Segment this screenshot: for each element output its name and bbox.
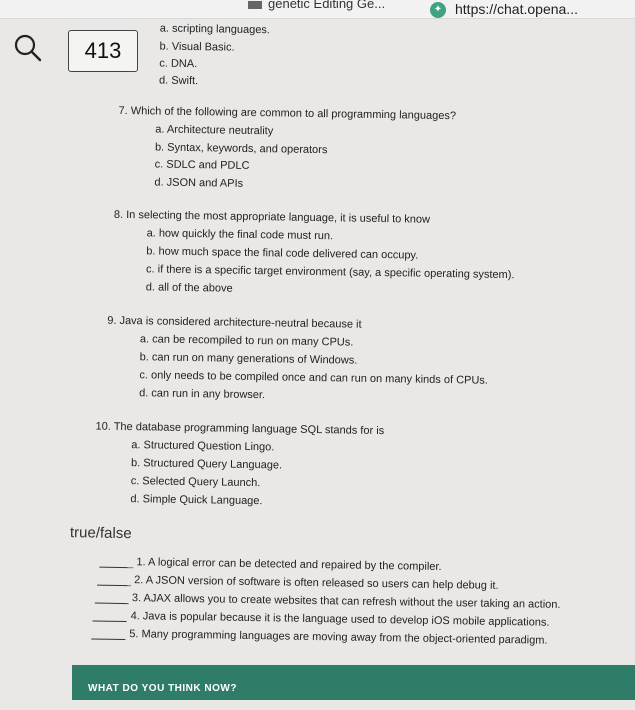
q8-option-a: a. how quickly the final code must run.	[146, 227, 334, 243]
q10-title: 10. The database programming language SQL stands for is	[95, 420, 385, 438]
browser-tab-bar	[0, 0, 635, 19]
q6-option-b: b. Visual Basic.	[159, 40, 235, 54]
q9-option-d: d. can run in any browser.	[139, 387, 266, 402]
tf-statement-5: 5. Many programming languages are moving away from the object-oriented paradigm.	[129, 628, 548, 647]
q10-option-b: b. Structured Query Language.	[130, 457, 283, 472]
q6-option-d: d. Swift.	[158, 74, 199, 88]
tab-genetic-editing[interactable]	[248, 0, 385, 11]
chatgpt-favicon-icon: ✦	[430, 2, 446, 18]
q9-option-b: b. can run on many generations of Windows.	[139, 351, 358, 367]
q9-option-a: a. can be recompiled to run on many CPUs.	[139, 333, 354, 349]
tf-statement-4: 4. Java is popular because it is the language used to develop iOS mobile applications.	[130, 610, 550, 629]
tf-statement-1: 1. A logical error can be detected and repaired by the compiler.	[136, 556, 442, 574]
q8-option-c: c. if there is a specific target environment (say, a specific operating system).	[145, 263, 515, 282]
q7-option-a: a. Architecture neutrality	[155, 123, 274, 138]
q7-option-b: b. Syntax, keywords, and operators	[154, 141, 328, 157]
tab-url[interactable]: https://chat.opena...	[455, 1, 578, 17]
page-number-box[interactable]: 413	[68, 30, 138, 72]
true-false-heading: true/false	[69, 524, 132, 543]
tf-answer-blank-3	[95, 603, 129, 605]
tf-answer-blank-1	[99, 567, 133, 569]
q10-option-a: a. Structured Question Lingo.	[131, 439, 275, 454]
q7-option-d: d. JSON and APIs	[154, 176, 244, 190]
search-icon[interactable]	[14, 34, 42, 62]
tf-answer-blank-2	[97, 585, 131, 587]
q8-option-b: b. how much space the final code delivered can occupy.	[146, 245, 419, 262]
tf-answer-blank-5	[91, 639, 125, 641]
q10-option-c: c. Selected Query Launch.	[130, 475, 261, 490]
q6-option-a: a. scripting languages.	[159, 22, 271, 37]
q7-title: 7. Which of the following are common to all programming languages?	[118, 104, 457, 123]
q10-option-d: d. Simple Quick Language.	[130, 493, 263, 508]
q9-option-c: c. only needs to be compiled once and can run on many kinds of CPUs.	[139, 369, 488, 387]
tab-title: genetic Editing Ge...	[268, 0, 386, 11]
q9-title: 9. Java is considered architecture-neutral because it	[107, 314, 362, 331]
q8-title: 8. In selecting the most appropriate language, it is useful to know	[113, 208, 431, 226]
tf-statement-3: 3. AJAX allows you to create websites that can refresh without the user taking an action.	[131, 592, 561, 611]
footer-banner	[72, 665, 635, 700]
tf-statement-2: 2. A JSON version of software is often released so users can help debug it.	[134, 574, 499, 592]
tab-favicon-icon	[248, 1, 262, 9]
q6-option-c: c. DNA.	[159, 57, 198, 71]
footer-label: WHAT DO YOU THINK NOW?	[88, 683, 237, 694]
worksheet-page	[0, 18, 635, 710]
q7-option-c: c. SDLC and PDLC	[154, 158, 250, 172]
tf-answer-blank-4	[93, 621, 127, 623]
q8-option-d: d. all of the above	[145, 281, 233, 295]
